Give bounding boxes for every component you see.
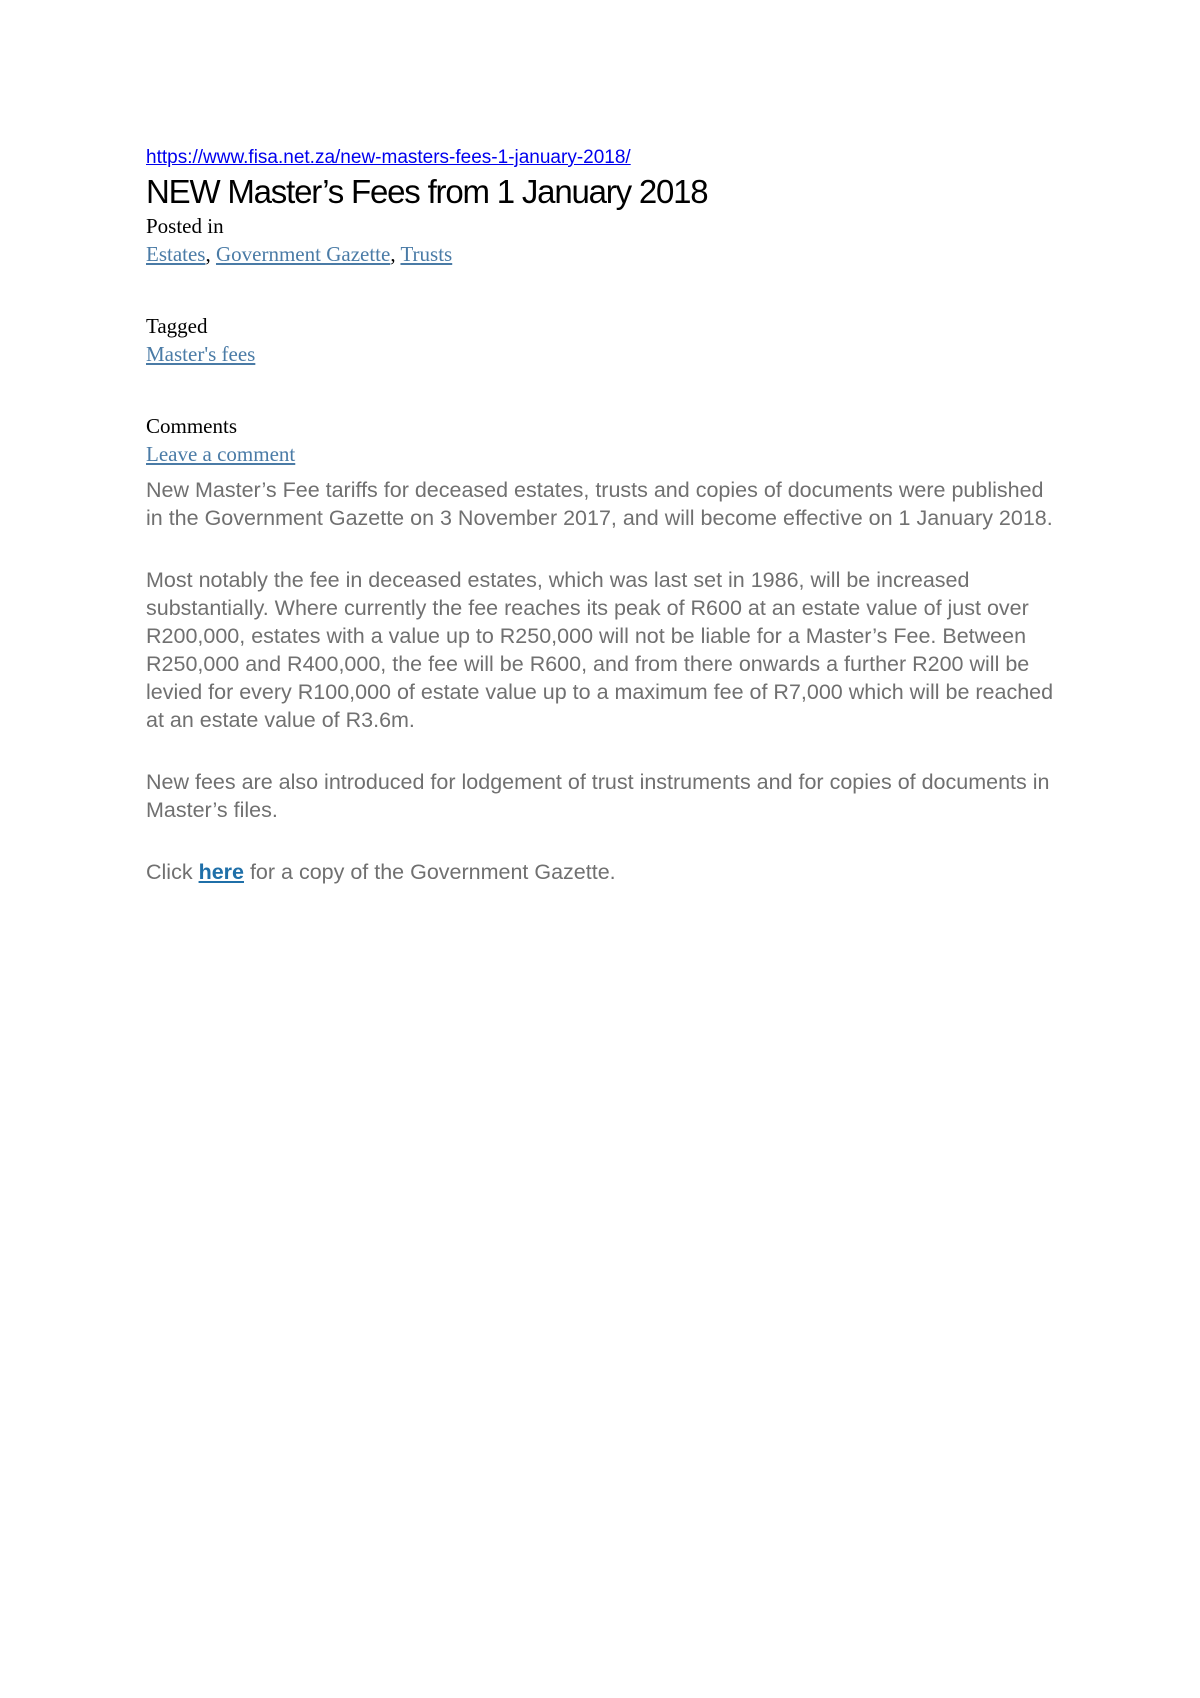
comments-label: Comments [146, 414, 238, 438]
source-url-link[interactable]: https://www.fisa.net.za/new-masters-fees-1-january-2018/ [146, 147, 631, 168]
gazette-here-link[interactable]: here [198, 860, 244, 884]
comments-section [146, 412, 1066, 468]
posted-in-section [146, 212, 1066, 268]
category-separator: , [205, 242, 216, 266]
posted-in-label: Posted in [146, 214, 224, 238]
article-paragraph: New Master’s Fee tariffs for deceased estates, trusts and copies of documents were published in the Government Gazette on 3 November 2017, and will become effective on 1 January 2018. [146, 478, 1053, 530]
category-link-estates[interactable]: Estates [146, 242, 206, 266]
page-title: NEW Master’s Fees from 1 January 2018 [146, 173, 708, 210]
tagged-label: Tagged [146, 314, 208, 338]
gazette-click-line [146, 858, 1066, 886]
category-link-trusts[interactable]: Trusts [400, 242, 453, 266]
click-text-before: Click [146, 860, 199, 884]
article-paragraph: New fees are also introduced for lodgement of trust instruments and for copies of documents in Master’s files. [146, 770, 1050, 822]
category-link-government-gazette[interactable]: Government Gazette [215, 242, 391, 266]
click-text-after: for a copy of the Government Gazette. [243, 860, 616, 884]
tag-link-masters-fees[interactable]: Master's fees [146, 342, 256, 366]
tag-links [146, 340, 1066, 368]
tagged-section [146, 312, 1066, 368]
comment-links [146, 440, 1066, 468]
category-separator: , [390, 242, 401, 266]
category-links [146, 240, 1066, 268]
leave-comment-link[interactable]: Leave a comment [146, 442, 296, 466]
article-paragraph: Most notably the fee in deceased estates, which was last set in 1986, will be increased substantially. Where currently the fee reaches its peak of R600 at an estate value of just over R200,000, estates with a value up to R250,000 will not be liable for a Master’s Fee. Between R250,000 and R400,000, the fee will be R600, and from there onwards a further R200 will be levied for every R100,000 of estate value up to a maximum fee of R7,000 which will be reached at an estate value of R3.6m. [146, 568, 1054, 732]
document-page [146, 146, 1066, 920]
